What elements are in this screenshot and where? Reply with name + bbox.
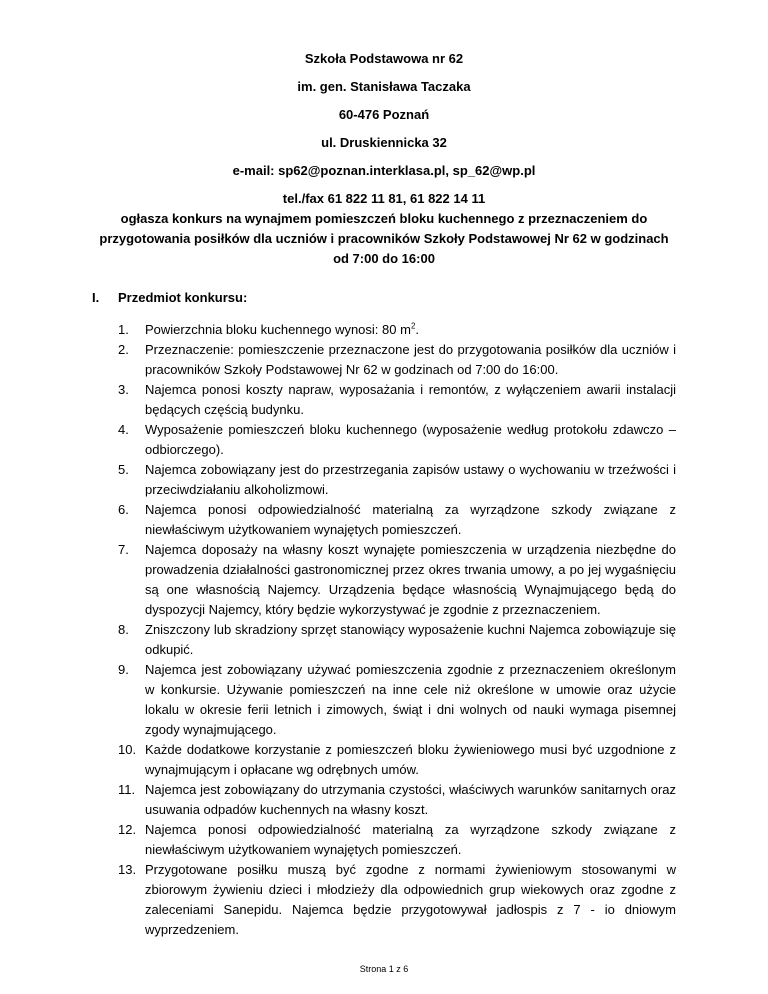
list-item xyxy=(118,500,676,540)
item-number: 1. xyxy=(118,322,129,337)
list-item xyxy=(118,860,676,940)
page-footer: Strona 1 z 6 xyxy=(359,964,409,974)
list-item xyxy=(118,740,676,780)
item-text: Najemca ponosi odpowiedzialność materialną za wyrządzone szkody związane z niewłaściwym użytkowaniem wynajętych pomieszczeń. xyxy=(145,502,676,537)
item-text: Najemca doposaży na własny koszt wynajęte pomieszczenia w urządzenia niezbędne do prowadzenia działalności gastronomicznej przez okres trwania umowy, a po jej wygaśnięciu są one własnością Najemcy. Urządzenia będące własnością Wynajmującego będą do dyspozycji Najemcy, który będzie wykorzystywać je zgodnie z przeznaczeniem. xyxy=(145,542,676,617)
school-header xyxy=(0,51,768,219)
item-text: Najemca jest zobowiązany do utrzymania czystości, właściwych warunków sanitarnych oraz usuwania odpadów kuchennych na własny koszt. xyxy=(145,782,676,817)
requirements-list xyxy=(118,320,676,940)
list-item xyxy=(118,620,676,660)
item-number: 5. xyxy=(118,462,129,477)
item-number: 11. xyxy=(118,782,136,797)
section-title: Przedmiot konkursu: xyxy=(118,290,248,305)
item-number: 4. xyxy=(118,422,129,437)
list-item xyxy=(118,820,676,860)
item-number: 6. xyxy=(118,502,129,517)
section-number: I. xyxy=(92,290,100,305)
school-patron: im. gen. Stanisława Taczaka xyxy=(297,79,471,94)
item-text: Przygotowane posiłku muszą być zgodne z normami żywieniowym stosowanymi w zbiorowym żywieniu dzieci i młodzieży dla odpowiednich grup wiekowych oraz zgodne z zaleceniami Sanepidu. Najemca będzie przygotowywał jadłospis z 7 - io dniowym wyprzedzeniem. xyxy=(145,862,676,937)
street-address: ul. Druskiennicka 32 xyxy=(321,135,447,150)
list-item xyxy=(118,320,676,340)
item-text: Najemca ponosi koszty napraw, wyposażania i remontów, z wyłączeniem awarii instalacji będących częścią budynku. xyxy=(145,382,676,417)
item-text: Powierzchnia bloku kuchennego wynosi: 80 $m^2$. xyxy=(145,321,420,337)
list-item xyxy=(118,780,676,820)
phone-line: tel./fax 61 822 11 81, 61 822 14 11 xyxy=(282,191,486,206)
announcement-text: ogłasza konkurs na wynajmem pomieszczeń bloku kuchennego z przeznaczeniem do przygotowania posiłków dla uczniów i pracowników Szkoły Podstawowej Nr 62 w godzinach od 7:00 do 16:00 xyxy=(99,211,669,266)
list-item xyxy=(118,420,676,460)
item-number: 7. xyxy=(118,542,129,557)
item-number: 2. xyxy=(118,342,129,357)
list-item xyxy=(118,340,676,380)
item-number: 10. xyxy=(118,742,137,757)
item-text: Najemca ponosi odpowiedzialność materialną za wyrządzone szkody związane z niewłaściwym użytkowaniem wynajętych pomieszczeń. xyxy=(145,822,676,857)
item-text: Każde dodatkowe korzystanie z pomieszczeń bloku żywieniowego musi być uzgodnione z wynajmującym i opłacane wg odrębnych umów. xyxy=(145,742,676,777)
item-text: Przeznaczenie: pomieszczenie przeznaczone jest do przygotowania posiłków dla uczniów i pracowników Szkoły Podstawowej Nr 62 w godzinach od 7:00 do 16:00. xyxy=(145,342,676,377)
item-text: Wyposażenie pomieszczeń bloku kuchennego (wyposażenie według protokołu zdawczo – odbiorczego). xyxy=(145,422,676,457)
list-item xyxy=(118,460,676,500)
item-text: Zniszczony lub skradziony sprzęt stanowiący wyposażenie kuchni Najemca zobowiązuje się odkupić. xyxy=(145,622,676,657)
item-number: 13. xyxy=(118,862,137,877)
list-item xyxy=(118,380,676,420)
list-item xyxy=(118,540,676,620)
item-number: 3. xyxy=(118,382,129,397)
list-item xyxy=(118,660,676,740)
postal-address: 60-476 Poznań xyxy=(338,107,430,122)
school-name: Szkoła Podstawowa nr 62 xyxy=(304,51,464,66)
item-text: Najemca zobowiązany jest do przestrzegania zapisów ustawy o wychowaniu w trzeźwości i przeciwdziałaniu alkoholizmowi. xyxy=(145,462,676,497)
item-text: Najemca jest zobowiązany używać pomieszczenia zgodnie z przeznaczeniem określonym w konkursie. Używanie pomieszczeń na inne cele niż określone w umowie oraz użycie lokalu w okresie ferii letnich i zimowych, świąt i dni wolnych od nauki wymaga pisemnej zgody wynajmującego. xyxy=(145,662,676,737)
item-number: 9. xyxy=(118,662,129,677)
email-line: e-mail: sp62@poznan.interklasa.pl, sp_62@wp.pl xyxy=(232,163,536,178)
item-number: 8. xyxy=(118,622,129,637)
item-number: 12. xyxy=(118,822,137,837)
